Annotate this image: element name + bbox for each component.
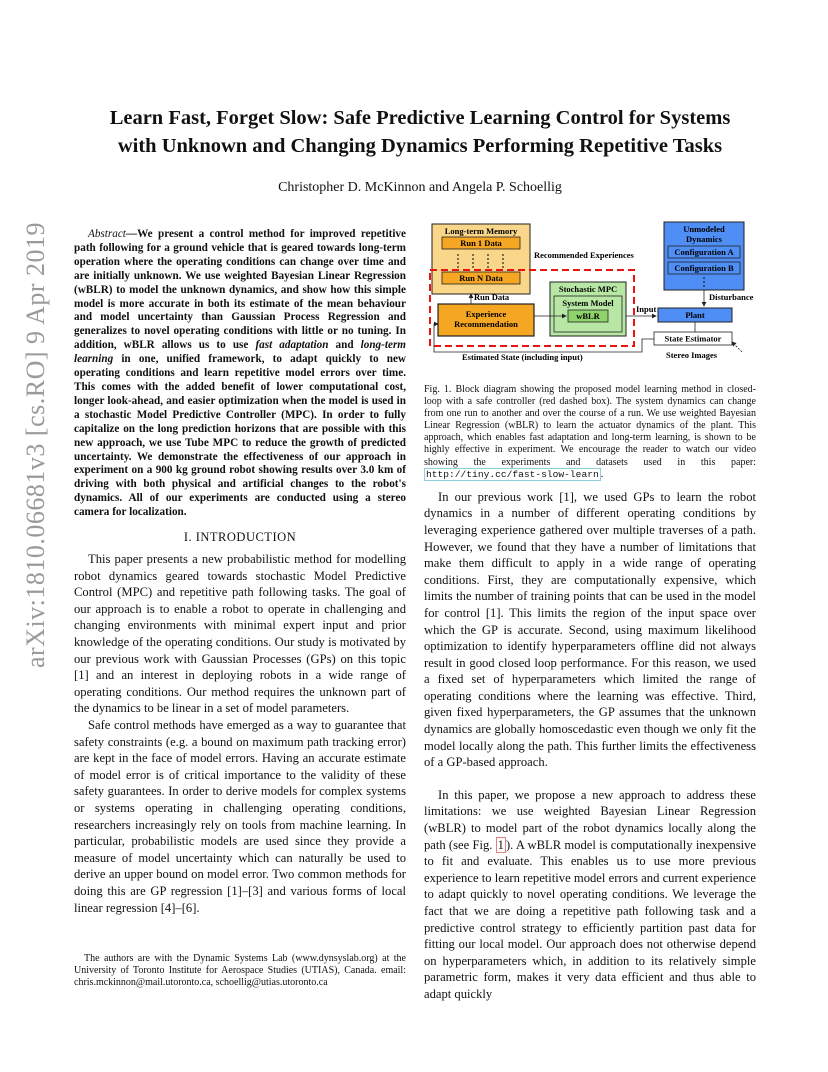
config-ellipsis-icon — [703, 277, 705, 287]
figure-caption — [424, 384, 756, 481]
block-diagram — [424, 220, 760, 376]
intro-paragraph-1: This paper presents a new probabilistic method for modelling robot dynamics geared towards stochastic Model Predictive Control (MPC) and repetitive path following tasks. The goal of our approach is to enable a robot to operate in challenging and changing environments with minimal expert input and prior knowledge of the operating conditions. Our study is motivated by our previous work with Gaussian Processes (GPs) on this topic [1] and an interest in deploying robots in a wide range of operating conditions. Our method requires the unknown part of the dynamics to be linear in a set of model parameters. — [74, 552, 406, 716]
abstract-emph-2: long-term learning — [74, 339, 406, 366]
right-paragraph-2 — [424, 787, 756, 1003]
state-estimator-label: State Estimator — [664, 333, 722, 344]
runN-label: Run N Data — [459, 273, 503, 283]
stereo-images-arrow — [732, 342, 742, 352]
paper-title — [70, 104, 770, 160]
title-line-2: with Unknown and Changing Dynamics Performing Repetitive Tasks — [117, 135, 723, 157]
run-data-label: Run Data — [474, 292, 510, 302]
left-column — [74, 228, 406, 916]
right-paragraph-1: In our previous work [1], we used GPs to learn the robot dynamics in a number of different operating conditions by leveraging experience gathered over multiple traverses of a path. However, we found that they have a number of limitations that make them difficult to apply in a wide range of operating conditions. First, they are computationally expensive, which limits the number of training points that can be used in the model for control [1]. This limits the region of the input space over which the GP is accurate. Second, using maximum likelihood optimization to identify hyperparameters offline did not always result in good closed loop performance. For this reason, we used a fixed set of hyperparameters which limited the range of operating conditions where the learning was effective. Third, given fixed hyperparameters, the GP assumes that the unknown dynamics are globally homoscedastic even though we only fit the model locally along the path. This further limits the effectiveness of a GP-based approach. — [424, 489, 756, 770]
estimated-state-label: Estimated State (including input) — [462, 352, 583, 362]
config-a-label: Configuration A — [674, 247, 734, 257]
abstract-dash: — — [125, 228, 138, 240]
author-footnote: The authors are with the Dynamic Systems Lab (www.dynsyslab.org) at the University of Toronto Institute for Aerospace Studies (UTIAS), Canada. email: chris.mckinnon@mail.utoronto.ca, schoellig@utias.utoronto.ca — [74, 953, 406, 989]
abstract-text-1: We present a control method for improved repetitive path following for a ground vehicle that is geared towards long-term operation where the operating conditions can change over time and are initially unknown. We use weighted Bayesian Linear Regression (wBLR) to model the unknown dynamics, and show how this simple model is more accurate in both its estimate of the mean behaviour and model uncertainty than Gaussian Process Regression and generalizes to novel operating conditions with little or no tuning. In addition, wBLR allows us to use — [74, 228, 406, 352]
plant-label: Plant — [685, 310, 705, 320]
abstract — [74, 228, 406, 520]
disturbance-label: Disturbance — [709, 292, 754, 302]
abstract-emph-1: fast adaptation — [255, 339, 329, 352]
abstract-text-3: in one, unified framework, to adapt quickly to new operating conditions and learn repetitive model errors over time. This comes with the added benefit of lower computational cost, longer look-ahead, and easier optimization when the model is used in a stochastic Model Predictive Controller (MPC). In order to fully capitalize on the long prediction horizons that are possible with this new approach, we use Tube MPC to reduce the growth of predicted uncertainty. We demonstrate the effectiveness of our approach in experiment on a 900 kg ground robot showing results over 3.0 km of driving with both physical and artificial changes to the robot's dynamics. All of our experiments are conducted using a stereo camera for localization. — [74, 353, 406, 519]
config-b-label: Configuration B — [674, 263, 734, 273]
video-link[interactable]: http://tiny.cc/fast-slow-learn — [426, 468, 599, 480]
title-line-1: Learn Fast, Forget Slow: Safe Predictive Learning Control for Systems — [109, 107, 731, 129]
recommended-experiences-label: Recommended Experiences — [534, 250, 634, 260]
system-model-label: System Model — [562, 298, 614, 308]
experience-rec-line2: Recommendation — [454, 319, 518, 329]
right-column — [424, 220, 756, 1003]
block-diagram-figure — [424, 220, 760, 376]
abstract-label: Abstract — [88, 228, 126, 240]
author-list: Christopher D. McKinnon and Angela P. Schoellig — [278, 180, 562, 195]
unmodeled-label-2: Dynamics — [686, 234, 722, 244]
section-heading: I. INTRODUCTION — [183, 530, 297, 545]
caption-end: . — [600, 468, 604, 480]
unmodeled-label-1: Unmodeled — [683, 224, 725, 234]
intro-paragraph-2: Safe control methods have emerged as a way to guarantee that safety constraints (e.g. a bound on maximum path tracking error) are kept in the face of model errors. Having an accurate estimate of model error is of critical importance to the validity of these safety guarantees. In order to derive models for complex systems or systems operating in challenging operating conditions, researchers increasingly rely on tools from machine learning. In particular, probabilistic models are used since they provide a measure of model uncertainty which can naturally be used to derive an upper bound on model error. Two common methods for doing this are GP regression [1]–[3] and various forms of local linear regression [4]–[6]. — [74, 717, 406, 915]
arxiv-identifier: arXiv:1810.06681v3 [cs.RO] 9 Apr 2019 — [21, 222, 50, 669]
right-p2-text-b: ). A wBLR model is computationally inexpensive to fit and evaluate. This enables us to use more previous experience to learn repetitive model errors and current experience to adapt quickly to novel operating conditions. We leverage the fact that we are doing a repetitive path following task and a predictive control strategy to efficiently partition past data for fitting our local model. Our approach does not otherwise depend on hyperparameters which, in addition to its relatively simple parametric form, makes it very data efficient and thus able to adapt quickly — [424, 837, 756, 1001]
wblr-label: wBLR — [576, 311, 600, 321]
abstract-text-2: and — [328, 339, 361, 352]
right-p2-text-a: In this paper, we propose a new approach to address these limitations: we use weighted Bayesian Linear Regression (wBLR) to model part of the robot dynamics locally along the path (see Fig. — [424, 787, 756, 852]
input-label: Input — [636, 304, 657, 314]
stereo-images-label: Stereo Images — [666, 350, 718, 360]
caption-text: Fig. 1. Block diagram showing the proposed model learning method in closed-loop with a safe controller (red dashed box). The system dynamics can change from one run to another and over the course of a run. We use weighted Bayesian Linear Regression (wBLR) to learn the actuator dynamics of the plant. This approach, which enables fast adaptation and long-term learning, is shown to be highly effective in experiment. We encourage the reader to watch our video showing the experiments and datasets used in this paper: — [424, 384, 756, 468]
figure-reference-link[interactable]: 1 — [497, 837, 504, 852]
long-term-memory-label: Long-term Memory — [444, 226, 518, 236]
stochastic-mpc-label: Stochastic MPC — [558, 284, 618, 294]
experience-rec-line1: Experience — [465, 309, 507, 319]
run1-label: Run 1 Data — [460, 238, 502, 248]
